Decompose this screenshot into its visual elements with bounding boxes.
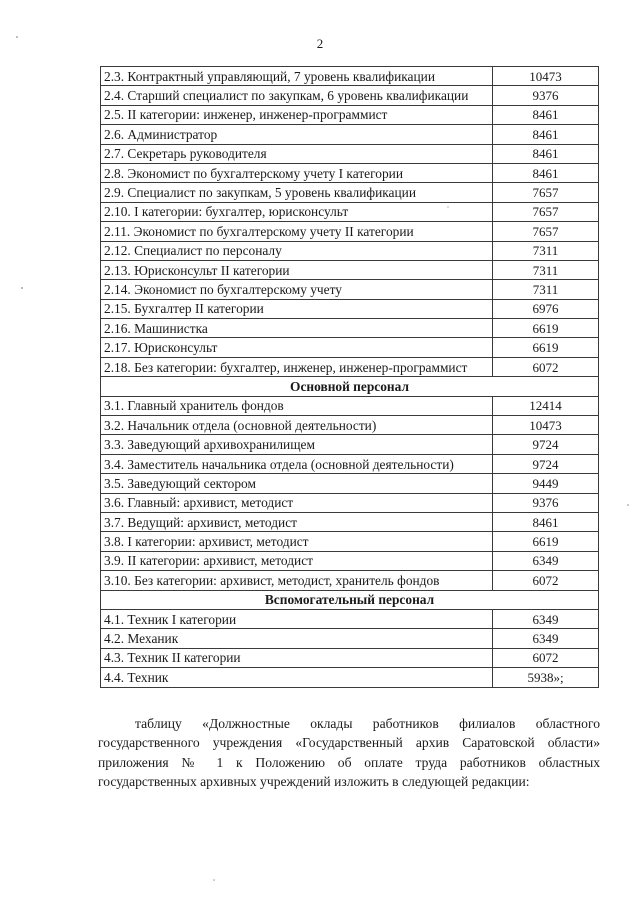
position-name-cell: 3.4. Заместитель начальника отдела (основной деятельности) — [101, 454, 493, 473]
salary-value-cell: 6349 — [493, 551, 599, 570]
table-row — [101, 183, 599, 202]
section-heading: Вспомогательный персонал — [101, 590, 599, 609]
salary-value-cell: 8461 — [493, 105, 599, 124]
salary-value-cell: 5938»; — [493, 668, 599, 687]
salary-value-cell: 8461 — [493, 512, 599, 531]
salary-value-cell: 6349 — [493, 609, 599, 628]
table-row — [101, 532, 599, 551]
table-row — [101, 571, 599, 590]
salary-value-cell: 7657 — [493, 183, 599, 202]
table-row — [101, 551, 599, 570]
position-name-cell: 3.6. Главный: архивист, методист — [101, 493, 493, 512]
table-row — [101, 396, 599, 415]
salary-table-body — [101, 67, 599, 688]
salary-value-cell: 6072 — [493, 357, 599, 376]
position-name-cell: 4.4. Техник — [101, 668, 493, 687]
salary-value-cell: 6619 — [493, 319, 599, 338]
salary-value-cell: 7657 — [493, 222, 599, 241]
position-name-cell: 2.12. Специалист по персоналу — [101, 241, 493, 260]
position-name-cell: 3.3. Заведующий архивохранилищем — [101, 435, 493, 454]
table-row — [101, 222, 599, 241]
position-name-cell: 4.1. Техник I категории — [101, 609, 493, 628]
table-row — [101, 67, 599, 86]
amendment-paragraph — [98, 714, 600, 791]
paragraph-line: государственного учреждения «Государственный архив Саратовской области» — [98, 735, 600, 751]
table-row — [101, 144, 599, 163]
salary-value-cell: 9724 — [493, 435, 599, 454]
salary-value-cell: 7657 — [493, 202, 599, 221]
table-row — [101, 648, 599, 667]
salary-value-cell: 9724 — [493, 454, 599, 473]
table-row — [101, 416, 599, 435]
position-name-cell: 2.9. Специалист по закупкам, 5 уровень квалификации — [101, 183, 493, 202]
salary-value-cell: 6072 — [493, 571, 599, 590]
position-name-cell: 2.10. I категории: бухгалтер, юрисконсульт — [101, 202, 493, 221]
salary-value-cell: 7311 — [493, 241, 599, 260]
paragraph-line: государственных архивных учреждений изложить в следующей редакции: — [98, 773, 530, 789]
salary-value-cell: 9449 — [493, 474, 599, 493]
position-name-cell: 2.6. Администратор — [101, 125, 493, 144]
salary-value-cell: 6349 — [493, 629, 599, 648]
position-name-cell: 3.7. Ведущий: архивист, методист — [101, 512, 493, 531]
position-name-cell: 2.4. Старший специалист по закупкам, 6 уровень квалификации — [101, 86, 493, 105]
table-row — [101, 86, 599, 105]
salary-value-cell: 9376 — [493, 493, 599, 512]
position-name-cell: 2.18. Без категории: бухгалтер, инженер, инженер-программист — [101, 357, 493, 376]
salary-value-cell: 12414 — [493, 396, 599, 415]
position-name-cell: 4.3. Техник II категории — [101, 648, 493, 667]
salary-value-cell: 7311 — [493, 280, 599, 299]
section-row — [101, 377, 599, 396]
position-name-cell: 3.5. Заведующий сектором — [101, 474, 493, 493]
salary-table — [100, 66, 599, 688]
position-name-cell: 2.7. Секретарь руководителя — [101, 144, 493, 163]
paragraph-line: таблицу «Должностные оклады работников филиалов областного — [135, 716, 600, 731]
table-row — [101, 512, 599, 531]
table-row — [101, 299, 599, 318]
position-name-cell: 3.2. Начальник отдела (основной деятельности) — [101, 416, 493, 435]
position-name-cell: 2.11. Экономист по бухгалтерскому учету II категории — [101, 222, 493, 241]
table-row — [101, 163, 599, 182]
position-name-cell: 2.16. Машинистка — [101, 319, 493, 338]
salary-value-cell: 7311 — [493, 260, 599, 279]
position-name-cell: 2.13. Юрисконсульт II категории — [101, 260, 493, 279]
table-row — [101, 241, 599, 260]
salary-value-cell: 8461 — [493, 144, 599, 163]
table-row — [101, 609, 599, 628]
table-row — [101, 474, 599, 493]
table-row — [101, 629, 599, 648]
position-name-cell: 3.8. I категории: архивист, методист — [101, 532, 493, 551]
table-row — [101, 493, 599, 512]
table-row — [101, 668, 599, 687]
position-name-cell: 3.9. II категории: архивист, методист — [101, 551, 493, 570]
table-row — [101, 454, 599, 473]
position-name-cell: 3.10. Без категории: архивист, методист, хранитель фондов — [101, 571, 493, 590]
salary-value-cell: 9376 — [493, 86, 599, 105]
page-number: 2 — [316, 36, 324, 51]
position-name-cell: 3.1. Главный хранитель фондов — [101, 396, 493, 415]
table-row — [101, 280, 599, 299]
position-name-cell: 2.17. Юрисконсульт — [101, 338, 493, 357]
paragraph-line: приложения № 1 к Положению об оплате труда работников областных — [98, 754, 600, 770]
table-row — [101, 338, 599, 357]
salary-value-cell: 6619 — [493, 532, 599, 551]
position-name-cell: 2.3. Контрактный управляющий, 7 уровень квалификации — [101, 67, 493, 86]
table-row — [101, 125, 599, 144]
table-row — [101, 260, 599, 279]
table-row — [101, 202, 599, 221]
salary-value-cell: 10473 — [493, 67, 599, 86]
position-name-cell: 2.15. Бухгалтер II категории — [101, 299, 493, 318]
position-name-cell: 2.8. Экономист по бухгалтерскому учету I категории — [101, 163, 493, 182]
position-name-cell: 2.5. II категории: инженер, инженер-программист — [101, 105, 493, 124]
salary-value-cell: 8461 — [493, 125, 599, 144]
position-name-cell: 4.2. Механик — [101, 629, 493, 648]
position-name-cell: 2.14. Экономист по бухгалтерскому учету — [101, 280, 493, 299]
table-row — [101, 105, 599, 124]
section-row — [101, 590, 599, 609]
table-row — [101, 435, 599, 454]
salary-value-cell: 6619 — [493, 338, 599, 357]
salary-value-cell: 6976 — [493, 299, 599, 318]
table-row — [101, 357, 599, 376]
section-heading: Основной персонал — [101, 377, 599, 396]
salary-value-cell: 6072 — [493, 648, 599, 667]
table-row — [101, 319, 599, 338]
salary-value-cell: 10473 — [493, 416, 599, 435]
salary-value-cell: 8461 — [493, 163, 599, 182]
